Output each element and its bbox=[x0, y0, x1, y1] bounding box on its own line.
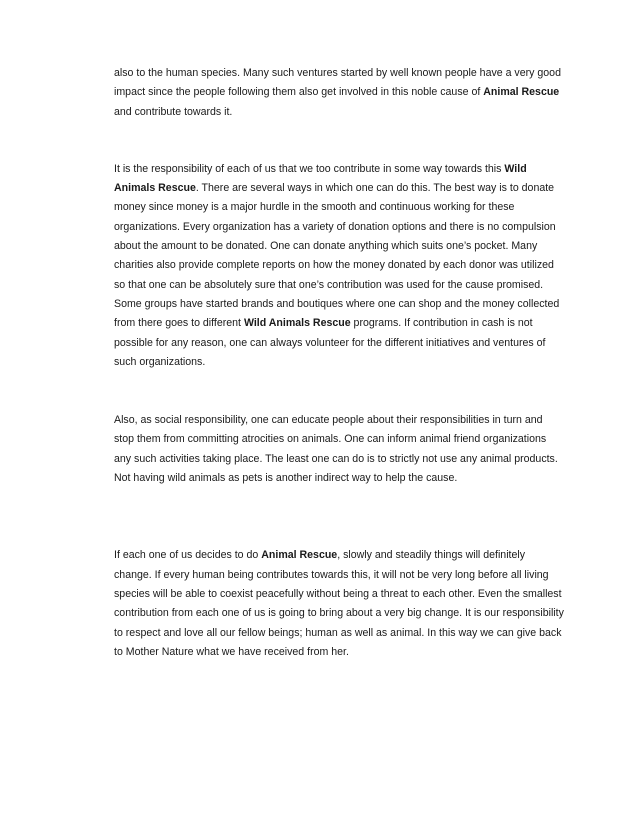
paragraph-2-text-2: . There are several ways in which one can do this. The best way is to donate money since money is a major hurdle in the smooth and continuous working for these organizations. Every organization has a variety of donation options and there is no compulsion about the amount to be donated. One can donate anything which suits one’s pocket. Many charities also provide complete reports on how the money donated by each donor was utilized so that one can be absolutely sure that one’s contribution was used for the cause promised. Some groups have started brands and boutiques where one can shop and the money collected from there goes to different bbox=[114, 182, 560, 330]
document-body bbox=[114, 64, 564, 662]
paragraph-2-text-1: It is the responsibility of each of us that we too contribute in some way towards this bbox=[114, 162, 505, 175]
paragraph-2-bold-wild-animals-rescue: Wild Animals Rescue bbox=[114, 162, 527, 195]
paragraph-4-text-2: , slowly and steadily things will definitely change. If every human being contributes towards this, it will not be very long before all living species will be able to coexist peacefully without being a threat to each other. Even the smallest contribution from each one of us is going to bring about a very big change. It is our responsibility to respect and love all our fellow beings; human as well as animal. In this way we can give back to Mother Nature what we have received from her. bbox=[114, 549, 564, 658]
paragraph-1-bold-animal-rescue: Animal Rescue bbox=[483, 86, 560, 99]
paragraph-2-text-3: programs. If contribution in cash is not possible for any reason, one can always volunteer for the different initiatives and ventures of such organizations. bbox=[114, 317, 546, 368]
paragraph-1-text-2: and contribute towards it. bbox=[114, 105, 233, 118]
paragraph-2 bbox=[114, 160, 564, 372]
paragraph-4 bbox=[114, 546, 564, 662]
paragraph-3 bbox=[114, 411, 564, 488]
paragraph-4-text-1: If each one of us decides to do bbox=[114, 549, 262, 562]
paragraph-1-text-1: also to the human species. Many such ventures started by well known people have a very good impact since the people following them also get involved in this noble cause of bbox=[114, 67, 561, 99]
paragraph-4-bold-animal-rescue: Animal Rescue bbox=[261, 549, 338, 562]
paragraph-1 bbox=[114, 64, 564, 122]
paragraph-2-bold-wild-animals-rescue-2: Wild Animals Rescue bbox=[243, 317, 351, 330]
paragraph-3-text-1: Also, as social responsibility, one can educate people about their responsibilities in turn and stop them from committing atrocities on animals. One can inform animal friend organizations any such activities taking place. The least one can do is to strictly not use any animal products. Not having wild animals as pets is another indirect way to help the cause. bbox=[114, 414, 558, 485]
